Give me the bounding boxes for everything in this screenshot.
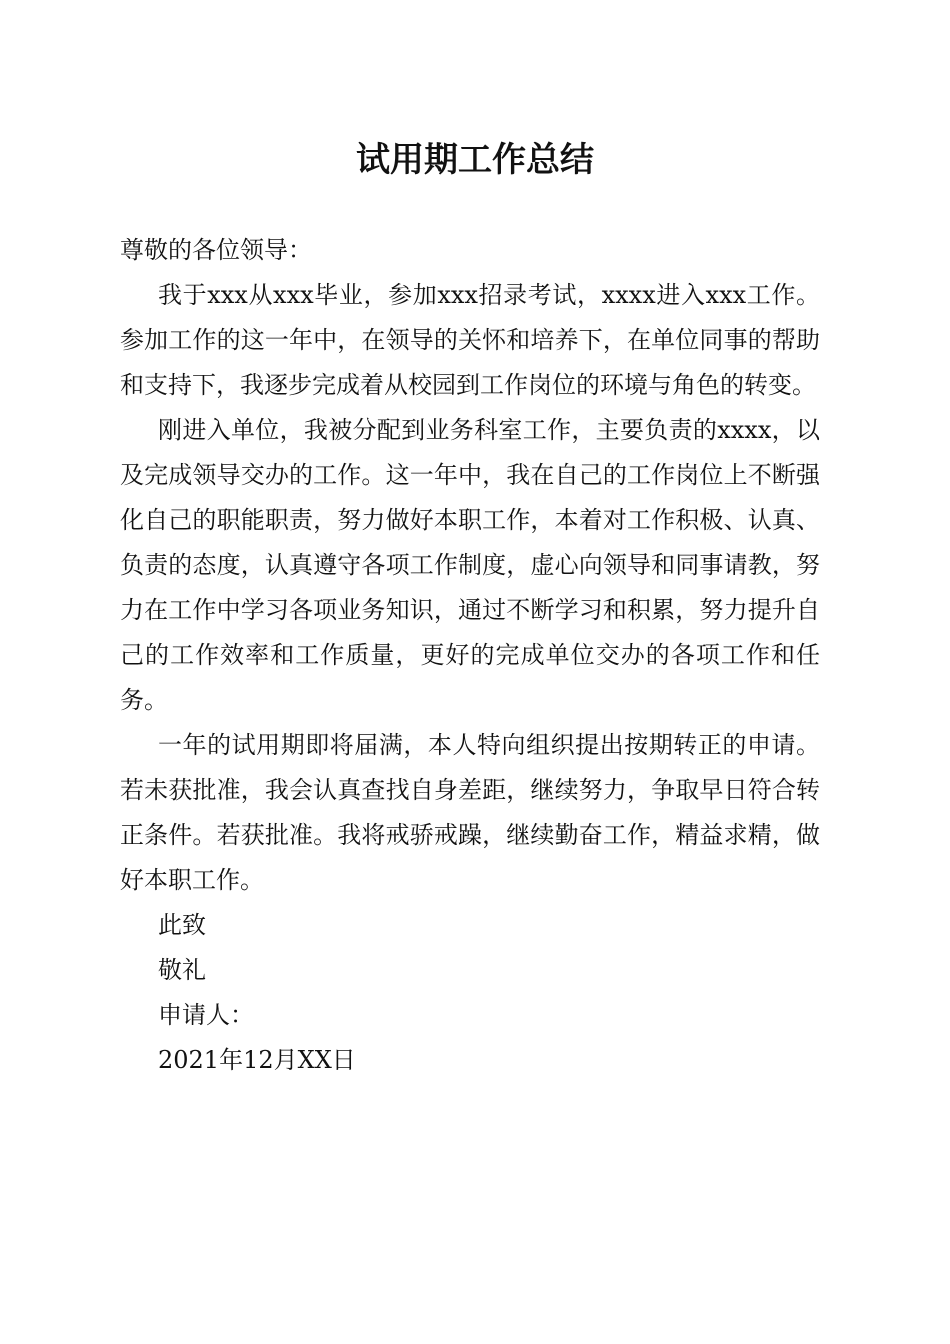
applicant-label: 申请人： [158, 1001, 254, 1029]
document-body [120, 228, 820, 1083]
closing-ci-zhi: 此致 [158, 911, 206, 939]
paragraph-2: 刚进入单位，我被分配到业务科室工作，主要负责的xxxx，以及完成领导交办的工作。这一年中，我在自己的工作岗位上不断强化自己的职能职责，努力做好本职工作，本着对工作积极、认真、负责的态度，认真遵守各项工作制度，虚心向领导和同事请教，努力在工作中学习各项业务知识，通过不断学习和积累，努力提升自己的工作效率和工作质量，更好的完成单位交办的各项工作和任务。 [120, 416, 820, 714]
closing-jing-li: 敬礼 [158, 956, 206, 984]
paragraph-3: 一年的试用期即将届满，本人特向组织提出按期转正的申请。若未获批准，我会认真查找自身差距，继续努力，争取早日符合转正条件。若获批准。我将戒骄戒躁，继续勤奋工作，精益求精，做好本职工作。 [120, 731, 820, 894]
salutation: 尊敬的各位领导： [120, 236, 312, 264]
document-title: 试用期工作总结 [356, 140, 594, 180]
date-line: 2021年12月XX日 [158, 1046, 356, 1074]
paragraph-1: 我于xxx从xxx毕业，参加xxx招录考试，xxxx进入xxx工作。参加工作的这一年中，在领导的关怀和培养下，在单位同事的帮助和支持下，我逐步完成着从校园到工作岗位的环境与角色的转变。 [120, 281, 820, 399]
